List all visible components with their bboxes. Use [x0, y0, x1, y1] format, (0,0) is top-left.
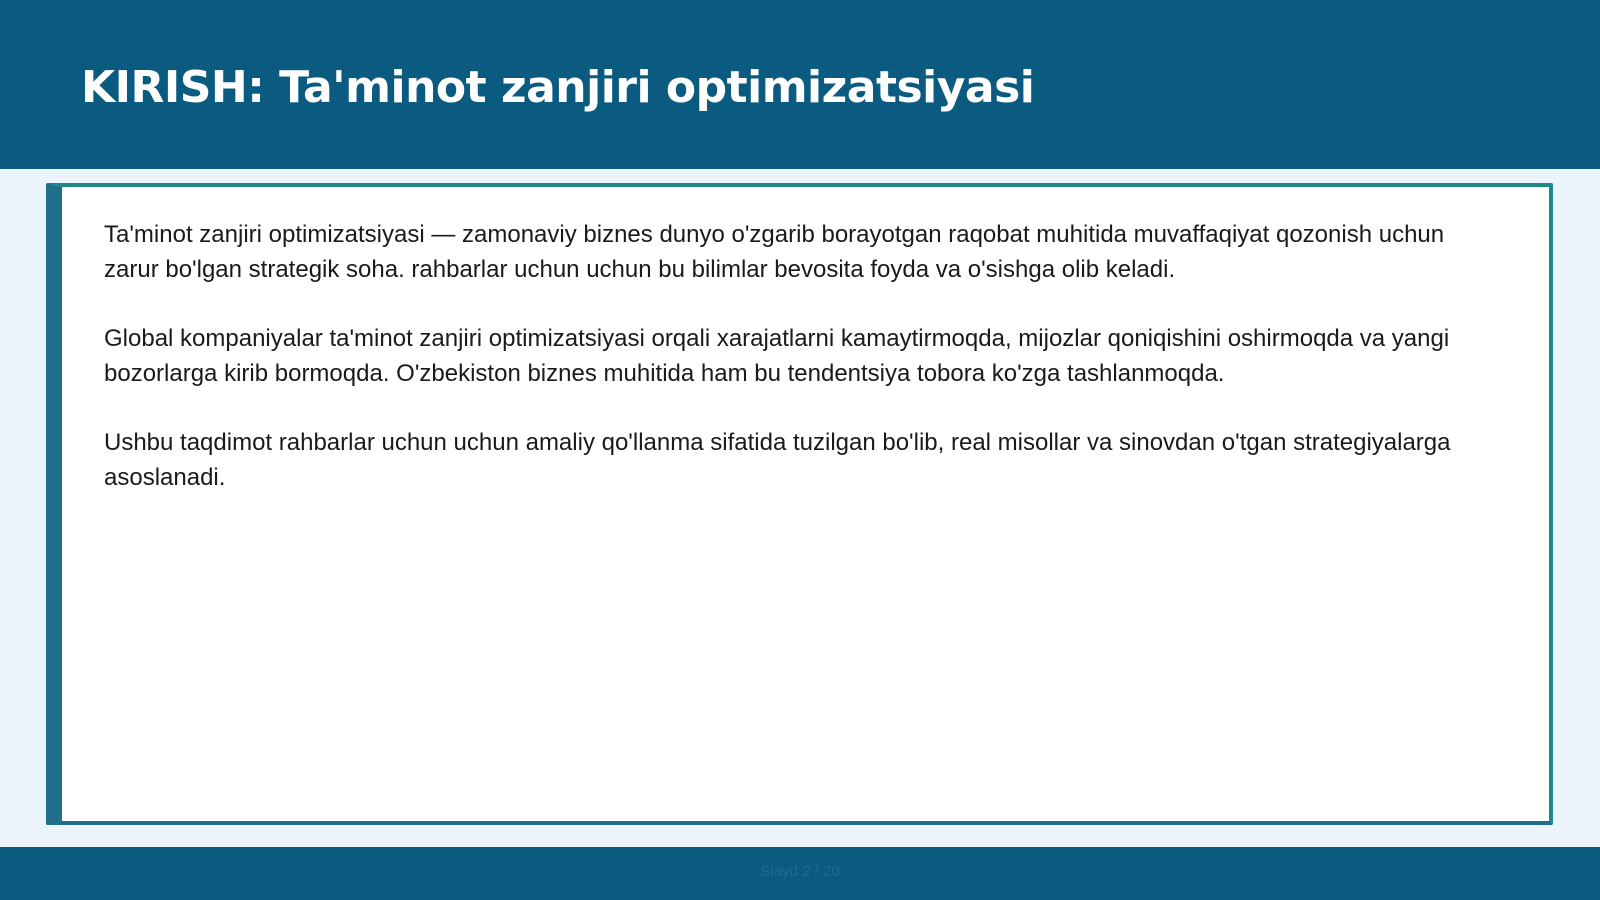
slide-header	[0, 0, 1600, 169]
slide-footer	[0, 847, 1600, 900]
slide-number: Slayd 2 / 20	[760, 863, 840, 880]
content-paragraphs	[104, 217, 1504, 529]
paragraph-purpose: Ushbu taqdimot rahbarlar uchun uchun amaliy qo'llanma sifatida tuzilgan bo'lib, real misollar va sinovdan o'tgan strategiyalarga asoslanadi.	[104, 429, 1451, 491]
paragraph-global: Global kompaniyalar ta'minot zanjiri optimizatsiyasi orqali xarajatlarni kamaytirmoqda, mijozlar qoniqishini oshirmoqda va yangi bozorlarga kirib bormoqda. O'zbekiston biznes muhitida ham bu tendentsiya tobora ko'zga tashlanmoqda.	[104, 325, 1450, 387]
slide-title: KIRISH: Ta'minot zanjiri optimizatsiyasi	[81, 62, 1035, 113]
content-card	[46, 183, 1553, 825]
paragraph-intro: Ta'minot zanjiri optimizatsiyasi — zamonaviy biznes dunyo o'zgarib borayotgan raqobat muhitida muvaffaqiyat qozonish uchun zarur bo'lgan strategik soha. rahbarlar uchun uchun bu bilimlar bevosita foyda va o'sishga olib keladi.	[104, 221, 1445, 283]
